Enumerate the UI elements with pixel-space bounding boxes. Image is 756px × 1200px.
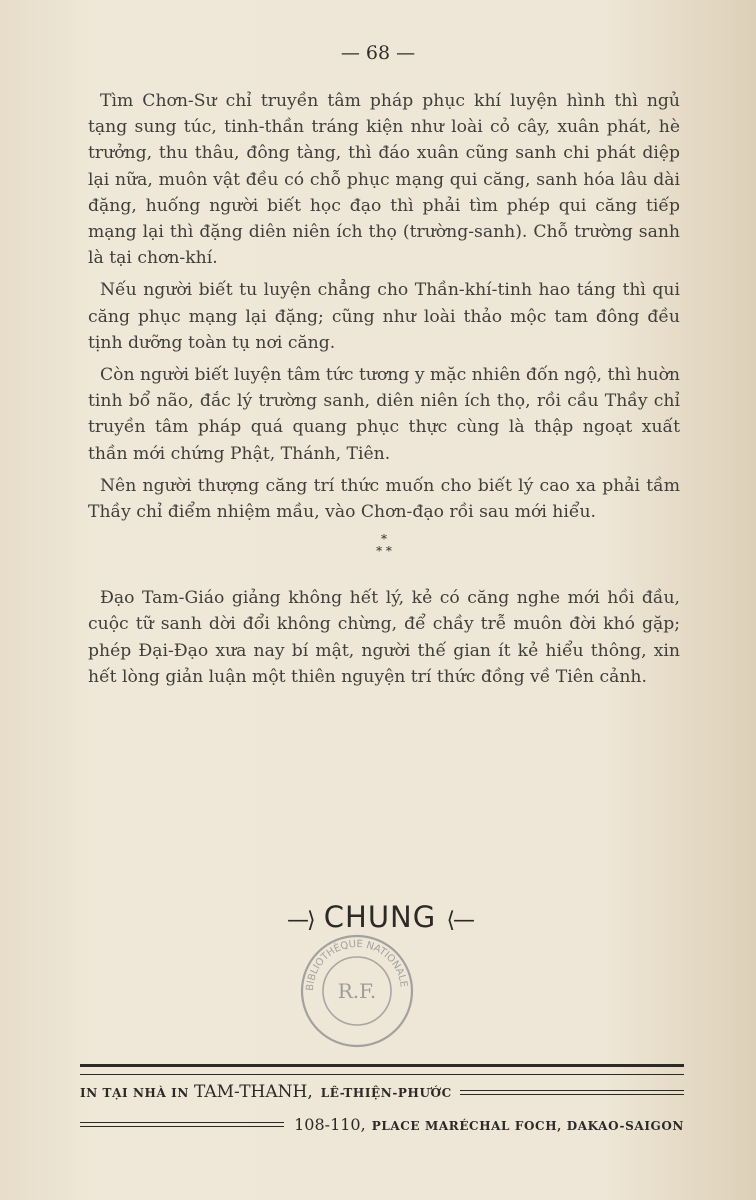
- ending-word: CHUNG: [323, 900, 437, 934]
- ending-arrow-right: ⟨—: [446, 908, 474, 933]
- page-number: — 68 —: [340, 42, 416, 64]
- asterism-top: *: [381, 532, 387, 547]
- asterism-bottom: * *: [376, 544, 392, 559]
- body-text: [88, 88, 680, 696]
- paragraph-3: Còn người biết luyện tâm tức tương y mặc nhiên đốn ngộ, thì huờn tinh bổ não, đắc lý trường sanh, diên niên ích thọ, rồi cầu Thầy chỉ truyền tâm pháp quá quang phục thực cùng là thập ngoạt xuất thần mới chứng Phật, Thánh, Tiên.: [88, 365, 680, 464]
- asterism-divider: [88, 533, 680, 557]
- imprint-prefix: IN TẠI NHÀ IN: [80, 1086, 189, 1100]
- paragraph-1: Tìm Chơn-Sư chỉ truyền tâm pháp phục khí luyện hình thì ngủ tạng sung túc, tinh-thần tráng kiện như loài cỏ cây, xuân phát, hè trưởng, thu thâu, đông tàng, thì đáo xuân cũng sanh chi phát diệp lại nữa, muôn vật đều có chỗ phục mạng qui căng, sanh hóa lâu dài đặng, huống người biết học đạo thì phải tìm phép qui căng tiếp mạng lại thì đặng diên niên ích thọ (trường-sanh). Chỗ trường sanh là tại chơn-khí.: [88, 91, 680, 269]
- stamp-center-text: R.F.: [337, 979, 377, 1003]
- imprint-line-2: [80, 1115, 684, 1134]
- imprint-line-1: [80, 1082, 684, 1102]
- footer-rule: [80, 1064, 684, 1075]
- imprint-address: PLACE MARÉCHAL FOCH, DAKAO-SAIGON: [371, 1119, 684, 1133]
- paragraph-4: Nên người thượng căng trí thức muốn cho biết lý cao xa phải tầm Thầy chỉ điểm nhiệm mầu, vào Chơn-đạo rồi sau mới hiểu.: [88, 475, 680, 523]
- imprint-press-name: TAM-THANH,: [193, 1082, 313, 1102]
- imprint-line-1-rule: [460, 1090, 684, 1095]
- ending-arrow-left: —⟩: [286, 908, 314, 933]
- imprint-owner: LÊ-THIỆN-PHƯỚC: [320, 1086, 452, 1100]
- paragraph-2: Nếu người biết tu luyện chẳng cho Thần-khí-tinh hao táng thì qui căng phục mạng lại đặng; cũng như loài thảo mộc tam đông đều tịnh dưỡng toàn tụ nơi căng.: [88, 280, 680, 353]
- imprint-line-2-rule: [80, 1122, 284, 1127]
- imprint-address-number: 108-110,: [294, 1115, 366, 1134]
- ending-mark: [230, 900, 530, 934]
- library-stamp: [297, 932, 417, 1050]
- closing-paragraph: Đạo Tam-Giáo giảng không hết lý, kẻ có căng nghe mới hồi đầu, cuộc tữ sanh dời đổi không chừng, để chầy trễ muôn đời khó gặp; phép Đại-Đạo xưa nay bí mật, người thế gian ít kẻ hiểu thông, xin hết lòng giản luận một thiên nguyện trí thức đồng về Tiên cảnh.: [88, 588, 680, 687]
- stamp-ring-text: BIBLIOTHÈQUE NATIONALE: [304, 938, 409, 992]
